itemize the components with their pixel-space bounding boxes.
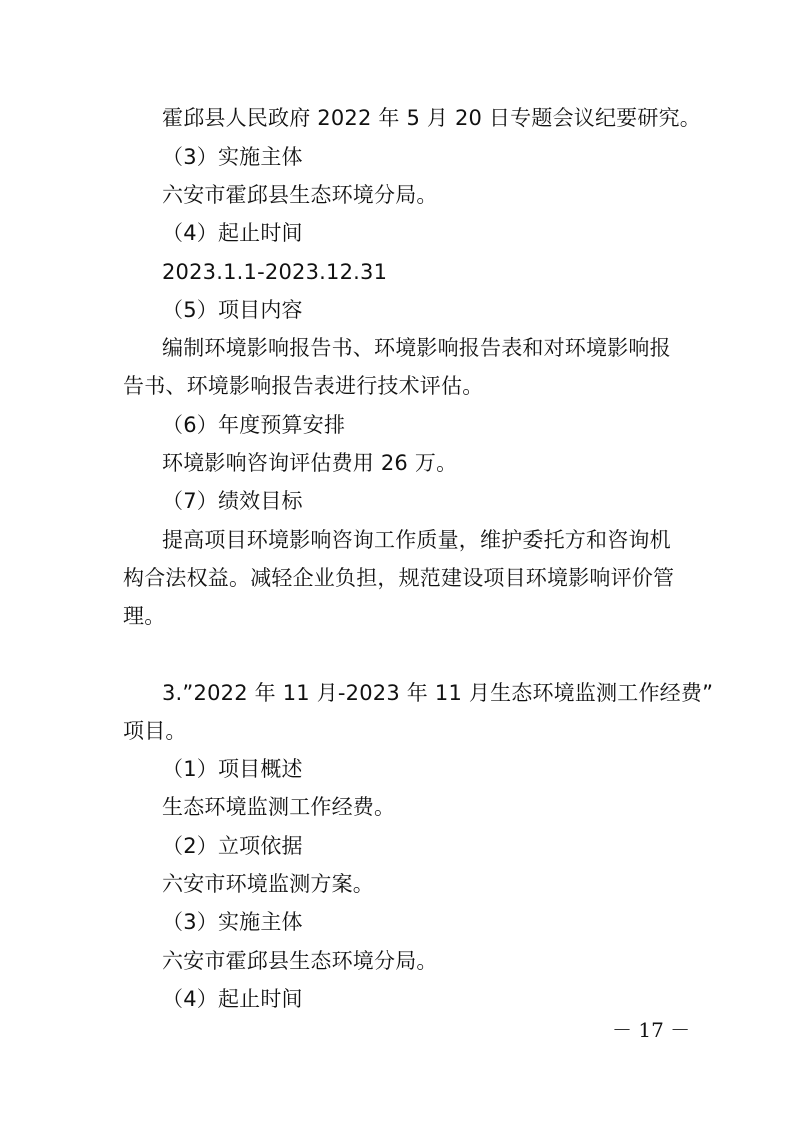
paragraph-line: 编制环境影响报告书、环境影响报告表和对环境影响报 [162, 336, 671, 360]
paragraph-line: 六安市霍邱县生态环境分局。 [162, 183, 438, 207]
paragraph-line: 提高项目环境影响咨询工作质量，维护委托方和咨询机 [162, 528, 671, 552]
paragraph-line: 六安市霍邱县生态环境分局。 [162, 949, 438, 973]
subheading-implementer: （3）实施主体 [162, 145, 303, 169]
subheading-duration: （4）起止时间 [162, 221, 303, 245]
paragraph-line: 霍邱县人民政府 2022 年 5 月 20 日专题会议纪要研究。 [162, 106, 701, 130]
subheading-basis: （2）立项依据 [162, 834, 303, 858]
subheading-content: （5）项目内容 [162, 298, 303, 322]
paragraph-line: 生态环境监测工作经费。 [162, 795, 396, 819]
paragraph-line: 2023.1.1-2023.12.31 [162, 260, 388, 284]
subheading-duration: （4）起止时间 [162, 987, 303, 1011]
paragraph-line: 构合法权益。减轻企业负担，规范建设项目环境影响评价管 [123, 566, 675, 590]
subheading-overview: （1）项目概述 [162, 757, 303, 781]
paragraph-line: 环境影响咨询评估费用 26 万。 [162, 451, 458, 475]
section-heading-continued: 项目。 [123, 719, 187, 743]
subheading-goals: （7）绩效目标 [162, 489, 303, 513]
page-number: － 17 － [612, 1018, 691, 1042]
subheading-implementer: （3）实施主体 [162, 910, 303, 934]
subheading-budget: （6）年度预算安排 [162, 413, 346, 437]
paragraph-line: 六安市环境监测方案。 [162, 872, 374, 896]
paragraph-line: 告书、环境影响报告表进行技术评估。 [123, 374, 484, 398]
paragraph-line: 理。 [123, 604, 166, 628]
section-heading: 3.”2022 年 11 月-2023 年 11 月生态环境监测工作经费” [162, 681, 714, 705]
